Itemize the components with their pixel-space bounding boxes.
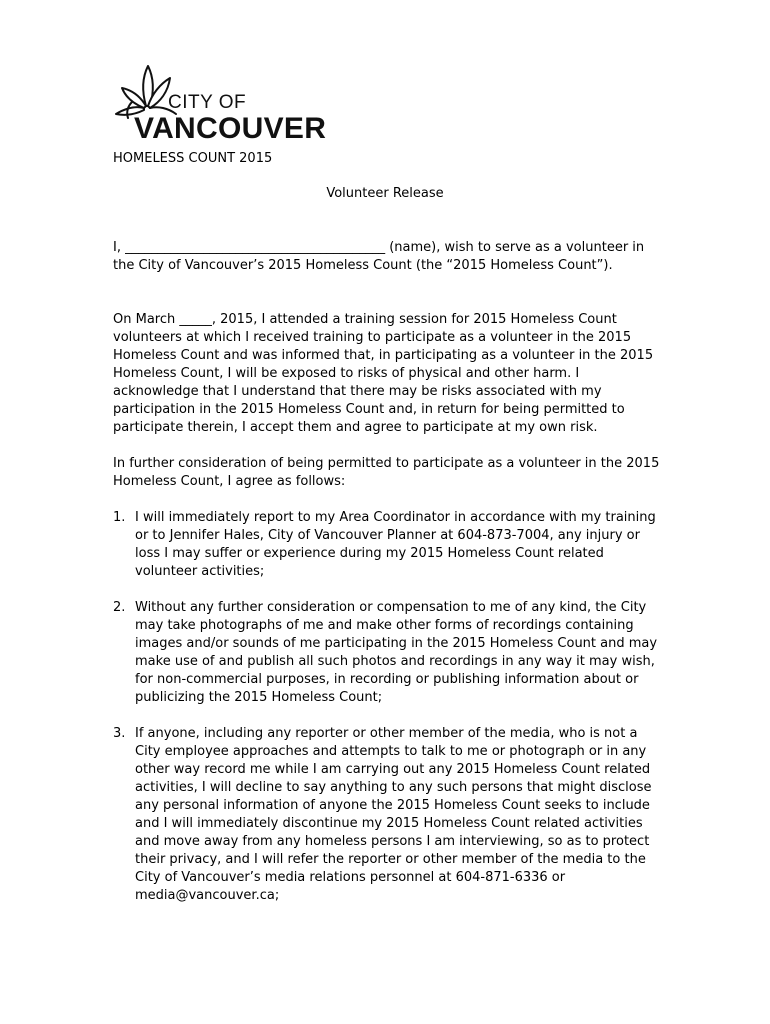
document-title: Volunteer Release [326, 186, 444, 201]
list-item [113, 725, 661, 905]
list-item-number: 2. [113, 600, 126, 615]
document-heading: HOMELESS COUNT 2015 [113, 151, 273, 166]
logo-text-city-of: CITY OF [168, 92, 247, 113]
training-acknowledgement-paragraph: On March _____, 2015, I attended a training session for 2015 Homeless Count volunteers at which I received training to participate as a volunteer in the 2015 Homeless Count and was informed that, in participating as a volunteer in the 2015 Homeless Count, I will be exposed to risks of physical and other harm. I acknowledge that I understand that there may be risks associated with my participation in the 2015 Homeless Count and, in return for being permitted to participate therein, I accept them and agree to participate at my own risk. [113, 312, 654, 435]
logo-text-vancouver: VANCOUVER [134, 112, 327, 145]
list-item-text: If anyone, including any reporter or other member of the media, who is not a City employee approaches and attempts to talk to me or photograph or in any other way record me while I am carrying out any 2015 Homeless Count related activities, I will decline to say anything to any such persons that might disclose any personal information of anyone the 2015 Homeless Count seeks to include and I will immediately discontinue my 2015 Homeless Count related activities and move away from any homeless persons I am interviewing, so as to protect their privacy, and I will refer the reporter or other member of the media to the City of Vancouver’s media relations personnel at 604-871-6336 or media@vancouver.ca; [135, 726, 652, 903]
city-of-vancouver-logo [112, 62, 327, 146]
list-item-number: 1. [113, 510, 126, 525]
name-declaration-paragraph: I, ________________________________________ (name), wish to serve as a volunteer in the City of Vancouver’s 2015 Homeless Count (the “2015 Homeless Count”). [113, 240, 645, 273]
list-item [113, 509, 661, 581]
list-item [113, 599, 661, 707]
agreement-intro-paragraph: In further consideration of being permitted to participate as a volunteer in the 2015 Homeless Count, I agree as follows: [113, 456, 660, 489]
list-item-text: Without any further consideration or compensation to me of any kind, the City may take photographs of me and make other forms of recordings containing images and/or sounds of me participating in the 2015 Homeless Count and may make use of and publish all such photos and recordings in any way it may wish, for non-commercial purposes, in recording or publishing information about or publicizing the 2015 Homeless Count; [135, 600, 658, 705]
list-item-number: 3. [113, 726, 126, 741]
list-item-text: I will immediately report to my Area Coordinator in accordance with my training or to Jennifer Hales, City of Vancouver Planner at 604-873-7004, any injury or loss I may suffer or experience during my 2015 Homeless Count related volunteer activities; [135, 510, 656, 579]
